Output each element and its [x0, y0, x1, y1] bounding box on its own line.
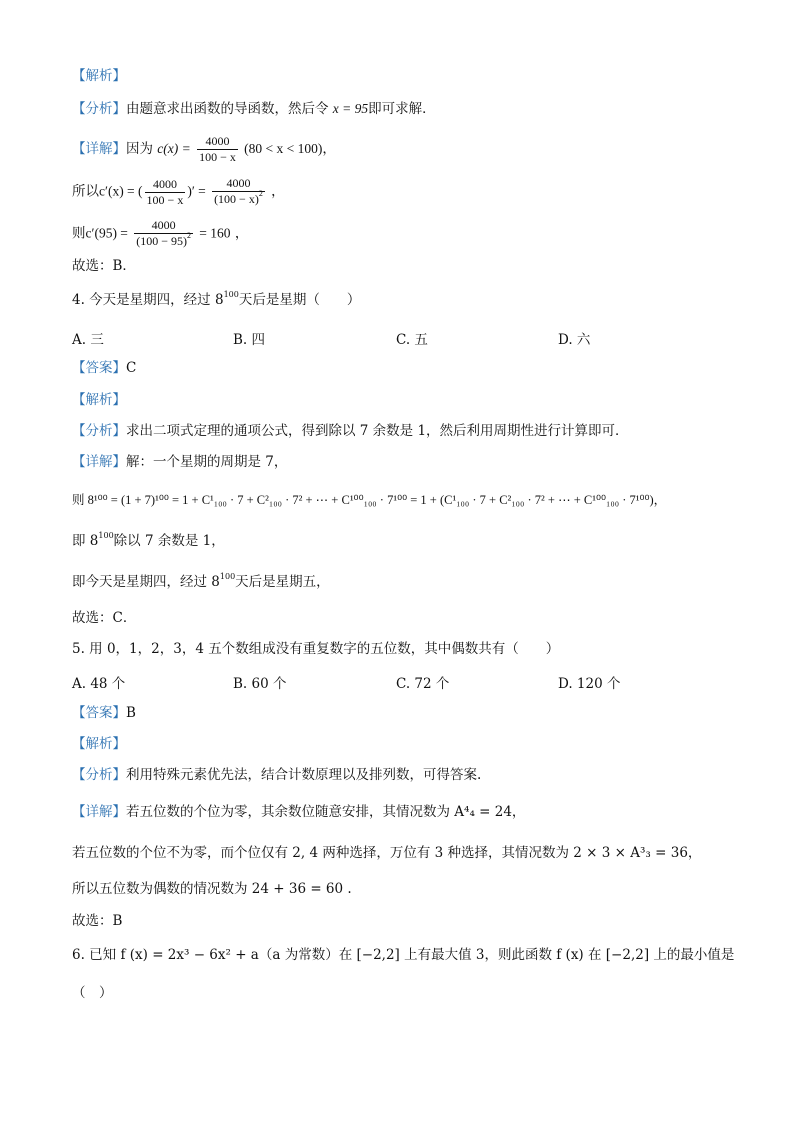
q3-analysis-text-b: 即可求解．	[368, 101, 436, 117]
q4-ji2-a: 即今天是星期四，经过 8	[72, 574, 220, 590]
q5-analysis-text: 利用特殊元素优先法，结合计数原理以及排列数，可得答案.	[126, 767, 482, 783]
q3-analysis	[72, 100, 436, 118]
tag-fenxi: 【分析】	[72, 101, 126, 117]
q3-frac4-num: 4000	[151, 218, 176, 232]
tag-daan-q5: 【答案】	[72, 705, 126, 721]
q3-ze: 则	[72, 225, 86, 242]
q3-frac2-num: 4000	[152, 176, 177, 191]
tag-xiangjie-q5: 【详解】	[72, 804, 126, 820]
q5-detail-text: 若五位数的个位为零，其余数位随意安排，其情况数为 A⁴₄ = 24，	[126, 804, 526, 820]
q4-option-a: A. 三	[72, 332, 104, 348]
q3-detail-line2: 所以c′(x) = ( $\frac{4000}{100 - x}$ )′ = $\frac{4000}{(100 - x)^2}$ ，	[72, 176, 285, 207]
q3-choice: 故选：B．	[72, 258, 136, 274]
q3-deriv-lhs: c′(x) = (	[99, 183, 143, 199]
q3-because: 因为	[126, 141, 153, 157]
q4-stem	[72, 291, 360, 311]
q3-suoyi: 所以	[72, 183, 99, 200]
q3-analysis-text-a: 由题意求出函数的导函数，然后令	[126, 101, 329, 117]
q3-frac4-den: $(100 - 95)^2$	[136, 231, 191, 248]
q4-option-d: D. 六	[558, 332, 591, 348]
q4-analysis	[72, 422, 629, 440]
tag-xiangjie-q4: 【详解】	[72, 454, 126, 470]
q4-conclusion-line	[72, 573, 330, 593]
q4-ji1-b: 除以 7 余数是 1，	[113, 533, 225, 549]
q3-frac4	[134, 218, 193, 250]
q3-x-eq: x = 95	[332, 101, 369, 116]
q4-stem-exp: 100	[223, 290, 239, 299]
q3-frac1-den: 100 − x	[199, 150, 236, 164]
q3-frac3-num: 4000	[226, 176, 251, 190]
tag-xiangjie: 【详解】	[72, 141, 126, 157]
q4-ji1-exp: 100	[98, 531, 114, 540]
q4-option-c: C. 五	[396, 332, 428, 348]
q4-answer	[72, 359, 136, 377]
q4-detail	[72, 453, 287, 471]
q5-option-c: C. 72 个	[396, 676, 450, 692]
q5-stem: 5. 用 0，1，2，3，4 五个数组成没有重复数字的五位数，其中偶数共有（ ）	[72, 641, 560, 657]
tag-jiexi-q4: 【解析】	[72, 392, 126, 408]
q3-c95: c′(95) =	[85, 225, 128, 241]
q3-cx: c(x) =	[157, 141, 191, 156]
q4-stem-a: 4. 今天是星期四，经过 8	[72, 292, 224, 308]
q4-ji2-b: 天后是星期五，	[235, 574, 330, 590]
q5-answer-value: B	[126, 705, 136, 721]
q3-frac1	[197, 134, 238, 165]
q4-detail-text: 解：一个星期的周期是 7，	[126, 454, 288, 470]
q5-detail-line2: 若五位数的个位不为零，而个位仅有 2, 4 两种选择，万位有 3 种选择，其情况数为 2 × 3 × A³₃ = 36，	[72, 845, 702, 861]
q4-remainder-line	[72, 532, 225, 552]
q3-frac3	[212, 176, 265, 208]
q4-option-b: B. 四	[233, 332, 266, 348]
q3-frac2-den: 100 − x	[146, 192, 184, 207]
q3-tail1: ，	[322, 141, 336, 157]
q4-ji1-a: 即 8	[72, 533, 99, 549]
q5-detail-line3: 所以五位数为偶数的情况数为 24 + 36 = 60 .	[72, 881, 352, 897]
q5-analysis	[72, 766, 481, 784]
q4-answer-value: C	[126, 360, 137, 376]
q5-choice: 故选：B	[72, 913, 123, 929]
q4-ji2-exp: 100	[219, 572, 236, 581]
q5-detail	[72, 803, 525, 821]
tag-fenxi-q4: 【分析】	[72, 423, 126, 439]
q4-stem-b: 天后是星期（ ）	[238, 292, 361, 308]
q5-answer	[72, 704, 136, 722]
tag-fenxi-q5: 【分析】	[72, 767, 126, 783]
tag-jiexi-q5: 【解析】	[72, 736, 126, 752]
q3-frac3-den: $(100 - x)^2$	[214, 189, 263, 206]
tag-daan: 【答案】	[72, 360, 126, 376]
q5-option-b: B. 60 个	[233, 676, 287, 692]
q3-deriv-mid: )′ =	[187, 183, 206, 199]
q4-choice: 故选：C．	[72, 610, 137, 626]
tag-jiexi-q3: 【解析】	[72, 68, 126, 84]
q3-frac1-num: 4000	[205, 134, 230, 148]
q3-cond: (80 < x < 100)	[244, 141, 323, 156]
q4-analysis-text: 求出二项式定理的通项公式，得到除以 7 余数是 1，然后利用周期性进行计算即可．	[126, 423, 629, 439]
q3-frac2	[145, 177, 186, 208]
q6-stem: 6. 已知 f (x) = 2x³ − 6x² + a（a 为常数）在 [−2,2] 上有最大值 3，则此函数 f (x) 在 [−2,2] 上的最小值是	[72, 947, 735, 963]
q5-option-d: D. 120 个	[558, 676, 621, 692]
q6-paren: （ ）	[72, 985, 113, 1001]
q3-result: = 160	[199, 225, 231, 241]
q3-detail-line3: 则c′(95) = $\frac{4000}{(100 - 95)^2}$ = 160 ，	[72, 218, 249, 248]
q4-expansion: 则 8¹⁰⁰ = (1 + 7)¹⁰⁰ = 1 + C¹₁₀₀ · 7 + C²₁₀₀ · 7² + ⋯ + C¹⁰⁰₁₀₀ · 7¹⁰⁰ = 1 + (C¹₁₀₀ · 7 + C²₁₀₀ · 7² + ⋯ + C¹⁰⁰₁₀₀ · 7¹⁰⁰)，	[72, 493, 667, 507]
q3-detail-line1	[72, 134, 336, 165]
q5-option-a: A. 48 个	[72, 676, 126, 692]
